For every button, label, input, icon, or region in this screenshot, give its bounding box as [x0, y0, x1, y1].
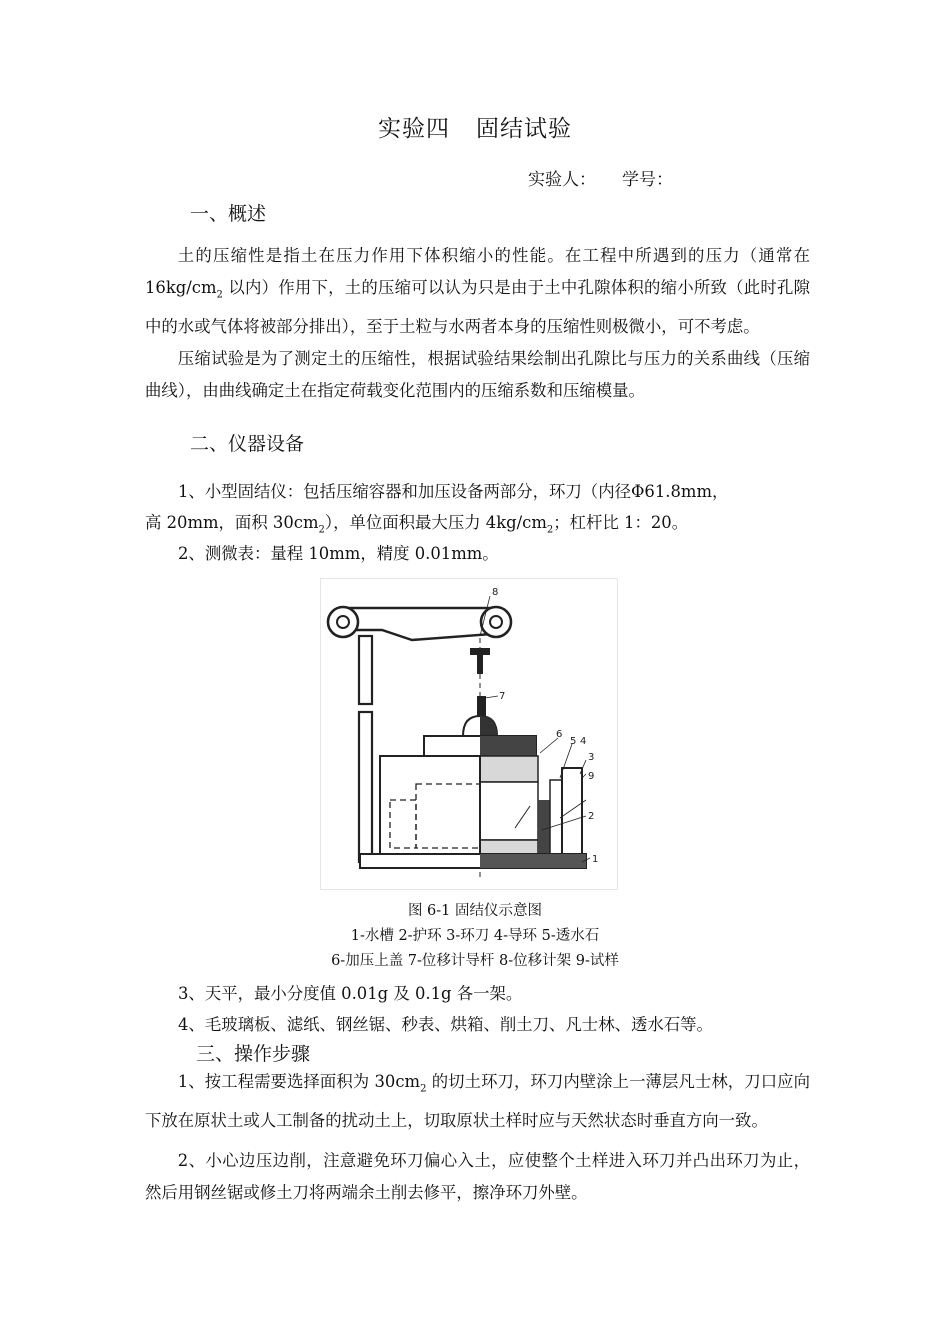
procedure-step-1: 1、按工程需要选择面积为 $30cm_2$ 的切土环刀，环刀内壁涂上一薄层凡士林，刀口应向下放在原状土或人工制备的扰动土上，切取原状土样时应与天然状态时垂直方向一致。 [145, 1072, 810, 1131]
label-3: 3 [588, 752, 595, 763]
equipment-item-2: 2、测微表：量程 10mm，精度 0.01mm。 [178, 544, 499, 563]
t-piece [470, 648, 490, 674]
porous-stone-bottom [480, 840, 538, 854]
overview-text [145, 240, 810, 407]
page-title [0, 110, 950, 143]
pivot-left [328, 607, 358, 637]
porous-stone-top [480, 756, 538, 782]
equipment-item-1-line-2: 高 20mm，面积 $30cm_2$），单位面积最大压力 $4kg/cm_2$；杠杆比 1：20。 [145, 513, 689, 536]
byline [528, 165, 673, 190]
section-heading-overview: 一、概述 [190, 203, 267, 225]
figure-caption: 图 6-1 固结仪示意图 [407, 903, 543, 919]
title-part-2: 固结试验 [476, 116, 572, 142]
label-9: 9 [588, 771, 595, 782]
procedure-text [145, 1066, 810, 1209]
label-7: 7 [499, 691, 506, 702]
section-heading-equipment: 二、仪器设备 [190, 433, 305, 455]
soil-specimen [480, 782, 538, 840]
equipment-item-4: 4、毛玻璃板、滤纸、钢丝锯、秒表、烘箱、削土刀、凡士林、透水石等。 [178, 1015, 713, 1034]
cutting-ring [538, 800, 550, 854]
equipment-item-3: 3、天平，最小分度值 0.01g 及 0.1g 各一架。 [178, 984, 523, 1003]
label-8: 8 [492, 587, 499, 598]
procedure-step-2: 2、小心边压边削，注意避免环刀偏心入土，应使整个土样进入环刀并凸出环刀为止，然后用钢丝锯或修土刀将两端余土削去修平，擦净环刀外壁。 [145, 1151, 810, 1203]
label-2: 2 [588, 811, 595, 822]
title-part-1: 实验四 [378, 116, 450, 142]
label-1: 1 [592, 854, 599, 865]
figure-legend-1: 1-水槽 2-护环 3-环刀 4-导环 5-透水石 [350, 928, 600, 944]
label-5: 5 [570, 736, 577, 747]
water-tank-wall [562, 768, 582, 854]
support-post-upper [359, 636, 372, 704]
figure-legend-2: 6-加压上盖 7-位移计导杆 8-位移计架 9-试样 [331, 953, 619, 969]
equipment-item-1-line-1: 1、小型固结仪：包括压缩容器和加压设备两部分，环刀（内径Φ61.8mm， [178, 482, 729, 501]
protective-ring [550, 780, 562, 854]
label-4: 4 [580, 736, 587, 747]
student-id-label: 学号： [622, 170, 673, 190]
experimenter-label: 实验人： [528, 170, 596, 190]
overview-paragraph-2: 压缩试验是为了测定土的压缩性，根据试验结果绘制出孔隙比与压力的关系曲线（压缩曲线），由曲线确定土在指定荷载变化范围内的压缩系数和压缩模量。 [145, 349, 810, 401]
overview-paragraph-1: 土的压缩性是指土在压力作用下体积缩小的性能。在工程中所遇到的压力（通常在 $16kg/cm_2$ 以内）作用下，土的压缩可以认为只是由于土中孔隙体积的缩小所致（此时孔隙中的水或气体将被部分排出），至于土粒与水两者本身的压缩性则极微小，可不考虑。 [145, 246, 810, 337]
container-left-half [380, 756, 480, 854]
consolidation-apparatus-diagram [320, 578, 618, 890]
pivot-right [481, 607, 511, 637]
label-6: 6 [556, 729, 563, 740]
support-post-lower [359, 712, 372, 862]
section-heading-procedure: 三、操作步骤 [196, 1043, 311, 1065]
